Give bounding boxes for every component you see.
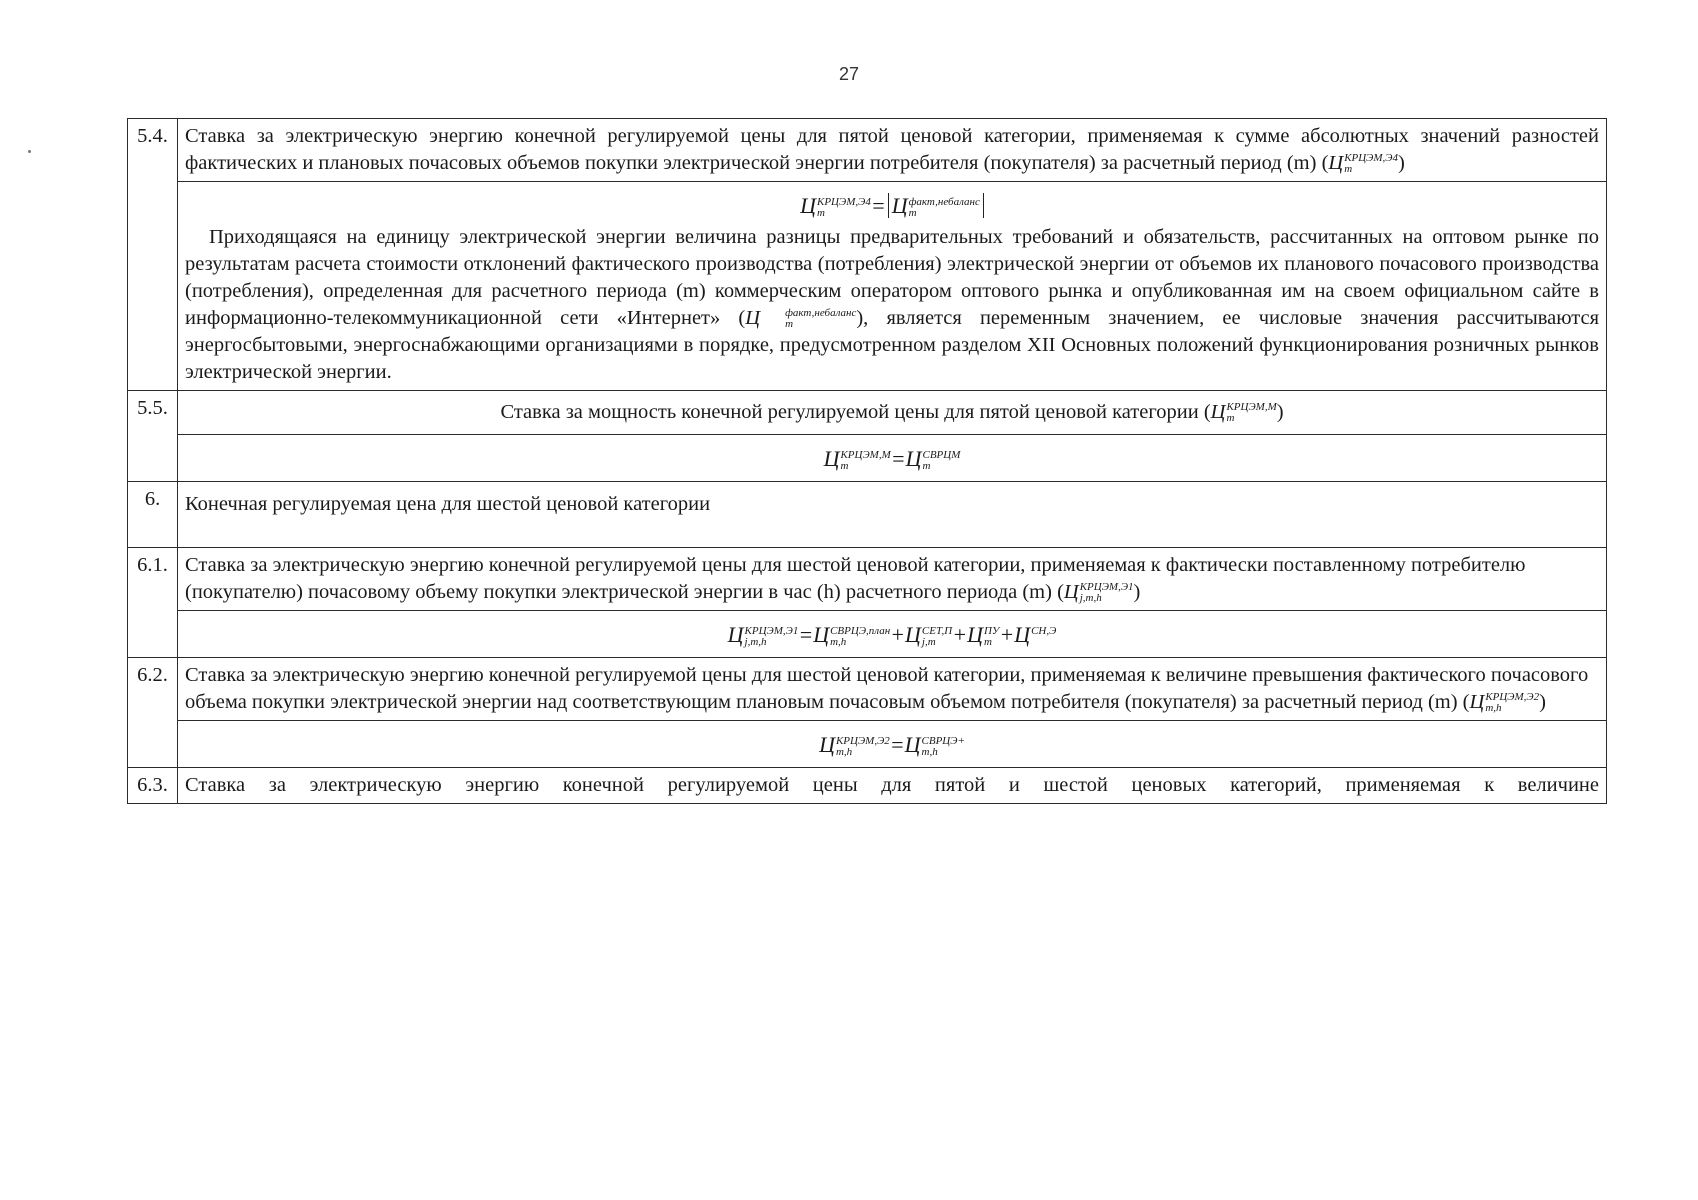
- formula-cell: [178, 721, 1607, 768]
- symbol: Ц КРЦЭМ,Э4 m: [1328, 152, 1399, 176]
- row-title: Конечная регулируемая цена для шестой ценовой категории: [178, 482, 1607, 548]
- row-title: Ставка за мощность конечной регулируемой цены для пятой ценовой категории (Ц КРЦЭМ,М m ): [178, 391, 1607, 435]
- tariff-table: [127, 118, 1607, 804]
- table-row-6: [128, 482, 1607, 548]
- table-row-5-4-formula: [128, 182, 1607, 391]
- table-row-5-5: [128, 391, 1607, 435]
- table-row-6-2-formula: [128, 721, 1607, 768]
- formula: Ц КРЦЭМ,М m =Ц СВРЦМ m: [823, 446, 961, 472]
- description: Приходящаяся на единицу электрической энергии величина разницы предварительных требований и обязательств, рассчитанных на оптовом рынке по результатам расчета стоимости отклонений фактического производства (потребления) электрической энергии от объемов их планового почасового производства (потребления), определенная для расчетного периода (m) коммерческим оператором оптового рынка и опубликованная им на своем официальном сайте в информационно-телекоммуникационной сети «Интернет» (Ц факт,небаланс m ), является переменным значением, ее числовые значения рассчитываются энергосбытовыми, энергоснабжающими организациями в порядке, предусмотренном разделом XII Основных положений функционирования розничных рынков электрической энергии.: [185, 226, 1600, 383]
- row-title: Ставка за электрическую энергию конечной регулируемой цены для пятой ценовой категории, применяемая к сумме абсолютных значений разностей фактических и плановых почасовых объемов покупки электрической энергии потребителя (покупателя) за расчетный период (m) (Ц КРЦЭМ,Э4 m ): [178, 119, 1607, 182]
- formula-cell: [178, 611, 1607, 658]
- formula: Ц КРЦЭМ,Э2 m,h =Ц СВРЦЭ+ m,h: [819, 732, 965, 758]
- row-title: Ставка за электрическую энергию конечной регулируемой цены для шестой ценовой категории, применяемая к фактически поставленному потребителю (покупателю) почасовому объему покупки электрической энергии в час (h) расчетного периода (m) (Ц КРЦЭМ,Э1 j,m,h ): [178, 548, 1607, 611]
- row-number: 5.5.: [128, 391, 178, 482]
- row-number: 6.1.: [128, 548, 178, 658]
- table-row-6-2: [128, 658, 1607, 721]
- row-number: 5.4.: [128, 119, 178, 391]
- scan-speck: [28, 150, 31, 153]
- table-row-6-1: [128, 548, 1607, 611]
- row-number: 6.: [128, 482, 178, 548]
- page-number: 27: [838, 64, 860, 84]
- formula-cell: [178, 182, 1607, 391]
- table-row-6-1-formula: [128, 611, 1607, 658]
- row-number: 6.3.: [128, 768, 178, 804]
- formula: Ц КРЦЭМ,Э1 j,m,h =Ц СВРЦЭ,план m,h +Ц СЕТ,П j,m +Ц ПУ m +Ц СН,Э: [727, 622, 1057, 648]
- table-row-6-3: [128, 768, 1607, 804]
- table-row-5-4: [128, 119, 1607, 182]
- formula-cell: [178, 435, 1607, 482]
- row-number: 6.2.: [128, 658, 178, 768]
- row-title: Ставка за электрическую энергию конечной регулируемой цены для шестой ценовой категории, применяемая к величине превышения фактического почасового объема покупки электрической энергии над соответствующим плановым почасовым объемом потребителя (покупателя) за расчетный период (m) (Ц КРЦЭМ,Э2 m,h ): [178, 658, 1607, 721]
- table-row-5-5-formula: [128, 435, 1607, 482]
- row-title: Ставка за электрическую энергию конечной регулируемой цены для пятой и шестой ценовых категорий, применяемая к величине: [178, 768, 1607, 804]
- formula: Ц КРЦЭМ,Э4 m = Ц факт,небаланс m: [185, 186, 1599, 224]
